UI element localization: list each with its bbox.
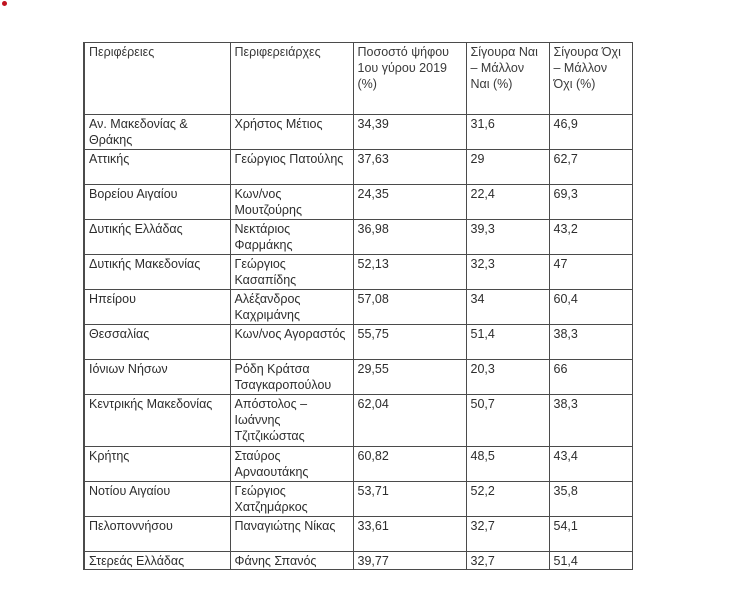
- cell-yes: 22,4: [466, 185, 549, 220]
- cell-region: Αν. Μακεδονίας & Θράκης: [84, 115, 230, 150]
- cell-yes: 34: [466, 290, 549, 325]
- cell-vote-share: 34,39: [353, 115, 466, 150]
- table-row: [84, 290, 632, 325]
- cell-region: Πελοποννήσου: [84, 517, 230, 552]
- cell-yes: 52,2: [466, 482, 549, 517]
- cell-governor: Αλέξανδρος Καχριμάνης: [230, 290, 353, 325]
- cell-yes: 31,6: [466, 115, 549, 150]
- cell-no: 43,4: [549, 447, 632, 482]
- cell-no: 43,2: [549, 220, 632, 255]
- cell-vote-share: 52,13: [353, 255, 466, 290]
- cell-vote-share: 62,04: [353, 395, 466, 447]
- header-vote-share: Ποσοστό ψήφου 1ου γύρου 2019 (%): [353, 43, 466, 115]
- cell-region: Αττικής: [84, 150, 230, 185]
- cell-no: 62,7: [549, 150, 632, 185]
- table-row: [84, 185, 632, 220]
- cell-no: 60,4: [549, 290, 632, 325]
- cell-vote-share: 29,55: [353, 360, 466, 395]
- regional-governors-table: [83, 42, 633, 570]
- table-row: [84, 482, 632, 517]
- cell-yes: 20,3: [466, 360, 549, 395]
- table-row: [84, 447, 632, 482]
- cell-region: Θεσσαλίας: [84, 325, 230, 360]
- cell-region: Κρήτης: [84, 447, 230, 482]
- cell-region: Στερεάς Ελλάδας: [84, 552, 230, 570]
- cell-governor: Φάνης Σπανός: [230, 552, 353, 570]
- cell-vote-share: 33,61: [353, 517, 466, 552]
- cell-region: Ηπείρου: [84, 290, 230, 325]
- cell-yes: 51,4: [466, 325, 549, 360]
- cell-region: Νοτίου Αιγαίου: [84, 482, 230, 517]
- cell-yes: 32,3: [466, 255, 549, 290]
- cell-no: 46,9: [549, 115, 632, 150]
- table-body: [84, 115, 632, 570]
- cell-vote-share: 24,35: [353, 185, 466, 220]
- header-no: Σίγουρα Όχι – Μάλλον Όχι (%): [549, 43, 632, 115]
- cell-governor: Γεώργιος Πατούλης: [230, 150, 353, 185]
- cell-vote-share: 36,98: [353, 220, 466, 255]
- table-header-row: [84, 43, 632, 115]
- cell-governor: Γεώργιος Χατζημάρκος: [230, 482, 353, 517]
- cell-no: 54,1: [549, 517, 632, 552]
- cell-governor: Νεκτάριος Φαρμάκης: [230, 220, 353, 255]
- cell-vote-share: 53,71: [353, 482, 466, 517]
- cell-vote-share: 37,63: [353, 150, 466, 185]
- table-row: [84, 395, 632, 447]
- cell-yes: 29: [466, 150, 549, 185]
- cell-governor: Γεώργιος Κασαπίδης: [230, 255, 353, 290]
- cell-vote-share: 39,77: [353, 552, 466, 570]
- cell-no: 51,4: [549, 552, 632, 570]
- cell-region: Ιόνιων Νήσων: [84, 360, 230, 395]
- cell-yes: 50,7: [466, 395, 549, 447]
- red-dot-marker: [2, 1, 7, 6]
- table-row: [84, 360, 632, 395]
- cell-no: 47: [549, 255, 632, 290]
- table-row: [84, 255, 632, 290]
- cell-vote-share: 57,08: [353, 290, 466, 325]
- cell-yes: 39,3: [466, 220, 549, 255]
- cell-yes: 32,7: [466, 552, 549, 570]
- cell-no: 38,3: [549, 395, 632, 447]
- cell-no: 38,3: [549, 325, 632, 360]
- cell-vote-share: 55,75: [353, 325, 466, 360]
- header-regions: Περιφέρειες: [84, 43, 230, 115]
- header-governors: Περιφερειάρχες: [230, 43, 353, 115]
- cell-governor: Κων/νος Αγοραστός: [230, 325, 353, 360]
- cell-no: 66: [549, 360, 632, 395]
- table-row: [84, 325, 632, 360]
- cell-governor: Απόστολος – Ιωάννης Τζιτζικώστας: [230, 395, 353, 447]
- cell-no: 69,3: [549, 185, 632, 220]
- table-row: [84, 150, 632, 185]
- cell-vote-share: 60,82: [353, 447, 466, 482]
- cell-governor: Ρόδη Κράτσα Τσαγκαροπούλου: [230, 360, 353, 395]
- cell-governor: Σταύρος Αρναουτάκης: [230, 447, 353, 482]
- header-yes: Σίγουρα Ναι – Μάλλον Ναι (%): [466, 43, 549, 115]
- table-row: [84, 220, 632, 255]
- cell-no: 35,8: [549, 482, 632, 517]
- cell-yes: 48,5: [466, 447, 549, 482]
- cell-region: Κεντρικής Μακεδονίας: [84, 395, 230, 447]
- table-row: [84, 115, 632, 150]
- cell-governor: Χρήστος Μέτιος: [230, 115, 353, 150]
- cell-region: Δυτικής Μακεδονίας: [84, 255, 230, 290]
- table-row: [84, 552, 632, 570]
- cell-region: Δυτικής Ελλάδας: [84, 220, 230, 255]
- cell-yes: 32,7: [466, 517, 549, 552]
- cell-governor: Κων/νος Μουτζούρης: [230, 185, 353, 220]
- cell-governor: Παναγιώτης Νίκας: [230, 517, 353, 552]
- table-row: [84, 517, 632, 552]
- cell-region: Βορείου Αιγαίου: [84, 185, 230, 220]
